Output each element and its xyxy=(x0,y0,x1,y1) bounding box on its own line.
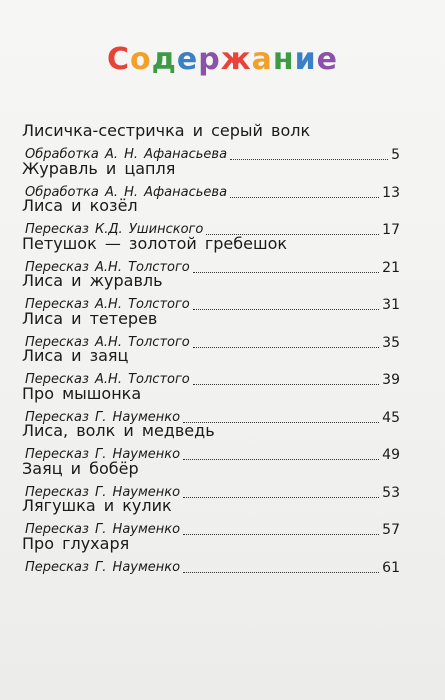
story-title: Лиса и тетерев xyxy=(22,308,158,328)
toc-entry xyxy=(22,346,402,388)
story-credit: Пересказ А.Н. Толстого xyxy=(25,372,190,387)
toc-entry xyxy=(22,233,402,276)
story-title: Журавль и цапля xyxy=(22,158,176,178)
toc-entry xyxy=(22,196,402,238)
story-title: Про глухаря xyxy=(22,533,130,553)
toc-entry xyxy=(22,383,402,426)
story-title: Лягушка и кулик xyxy=(22,496,172,515)
page-number: 57 xyxy=(382,522,400,538)
story-title: Лиса и журавль xyxy=(22,271,163,290)
page-number: 45 xyxy=(382,409,400,426)
story-title: Лисичка-сестричка и серый волк xyxy=(22,121,311,140)
page-number: 49 xyxy=(382,447,400,463)
page-number: 53 xyxy=(382,484,400,501)
page-number: 21 xyxy=(382,259,400,276)
story-title: Лиса и заяц xyxy=(22,346,129,365)
story-title: Лиса, волк и медведь xyxy=(22,421,215,440)
story-title: Про мышонка xyxy=(22,383,142,403)
story-credit: Пересказ Г. Науменко xyxy=(25,484,181,500)
page-number: 61 xyxy=(382,559,400,576)
table-of-contents xyxy=(22,121,402,576)
page-number: 13 xyxy=(382,184,400,201)
title-letter: С xyxy=(107,42,131,77)
title-letter: р xyxy=(198,42,221,77)
toc-entry xyxy=(22,458,402,501)
toc-entry xyxy=(22,271,402,313)
title-letter: е xyxy=(176,42,199,77)
story-credit: Пересказ Г. Науменко xyxy=(25,447,181,462)
page-number: 31 xyxy=(382,297,400,313)
story-credit: Обработка А. Н. Афанасьева xyxy=(25,147,228,162)
page-number: 17 xyxy=(382,222,400,238)
title-letter: д xyxy=(151,42,177,77)
story-title: Петушок — золотой гребешок xyxy=(22,233,288,253)
story-credit: Пересказ Г. Науменко xyxy=(25,409,181,425)
dot-leader xyxy=(183,572,379,573)
story-credit: Обработка А. Н. Афанасьева xyxy=(25,184,228,200)
toc-entry xyxy=(22,158,402,201)
title-letter: и xyxy=(294,42,317,77)
story-credit: Пересказ А.Н. Толстого xyxy=(25,297,190,312)
toc-entry xyxy=(22,533,402,576)
title-letter: н xyxy=(272,42,295,77)
story-credit: Пересказ А.Н. Толстого xyxy=(25,334,190,350)
toc-entry xyxy=(22,496,402,538)
page-number: 35 xyxy=(382,334,400,351)
story-credit: Пересказ А.Н. Толстого xyxy=(25,259,190,275)
title-letter: е xyxy=(316,42,338,77)
story-title: Заяц и бобёр xyxy=(22,458,139,478)
toc-entry xyxy=(22,308,402,351)
story-credit: Пересказ Г. Науменко xyxy=(25,522,181,537)
page-title xyxy=(0,42,445,77)
title-letter: о xyxy=(130,42,152,77)
story-title: Лиса и козёл xyxy=(22,196,138,215)
page-number: 5 xyxy=(391,147,400,163)
story-credit: Пересказ К.Д. Ушинского xyxy=(25,222,204,237)
story-credit-line xyxy=(22,556,402,576)
page-number: 39 xyxy=(382,372,400,388)
toc-entry xyxy=(22,121,402,163)
toc-entry xyxy=(22,421,402,463)
story-credit: Пересказ Г. Науменко xyxy=(25,559,181,575)
title-letter: а xyxy=(251,42,273,77)
title-letter: ж xyxy=(220,42,252,77)
